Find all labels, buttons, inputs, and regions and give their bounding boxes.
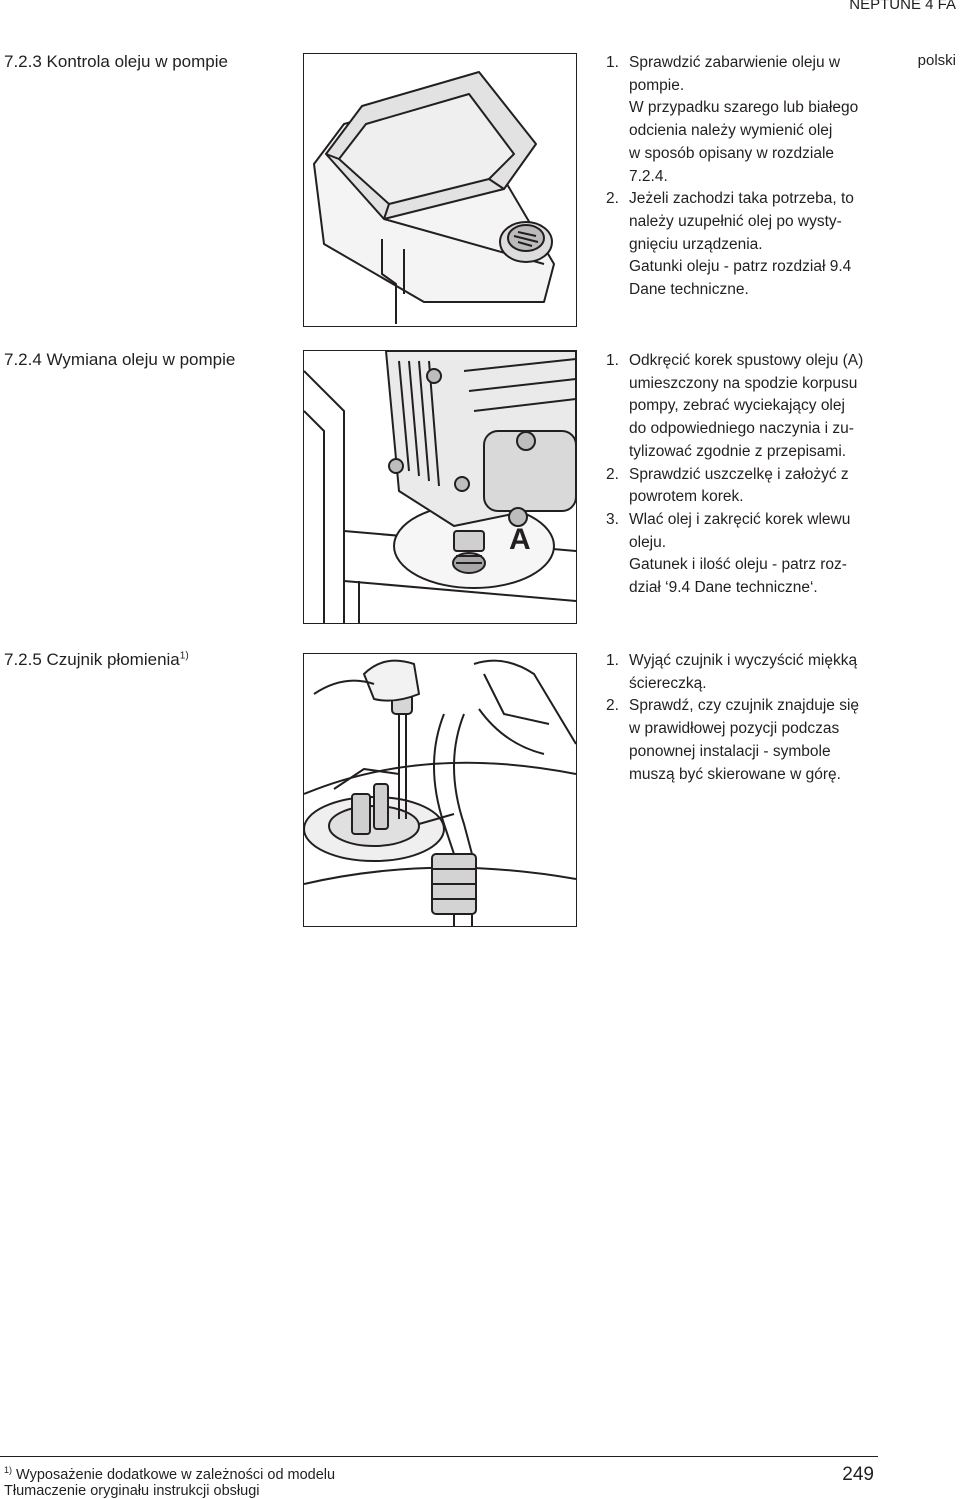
step-number: 2.: [606, 465, 619, 483]
figure-pump-drain: [303, 350, 577, 624]
note-line: Dane techniczne.: [629, 281, 749, 299]
header-language: polski: [917, 52, 956, 69]
footnote-text: Wyposażenie dodatkowe w zależności od modelu: [16, 1466, 336, 1483]
step-line: Sprawdzić zabarwienie oleju w: [629, 54, 841, 71]
note-line: Gatunki oleju - patrz rozdział 9.4: [629, 258, 852, 276]
step-line: pompy, zebrać wyciekający olej: [629, 397, 845, 415]
step-line: Odkręcić korek spustowy oleju (A): [629, 352, 864, 369]
page-number: 249: [842, 1464, 874, 1485]
section-title-oil-change: 7.2.4 Wymiana oleju w pompie: [4, 350, 236, 369]
step-line: odcienia należy wymienić olej: [629, 122, 833, 140]
step-line: Wlać olej i zakręcić korek wlewu: [629, 510, 851, 528]
footer-translation-note: Tłumaczenie oryginału instrukcji obsługi: [4, 1483, 260, 1499]
step-line: Sprawdzić uszczelkę i założyć z: [629, 465, 849, 483]
step-line: muszą być skierowane w górę.: [629, 765, 841, 783]
step: [606, 188, 878, 256]
step: [606, 52, 878, 188]
step-line: do odpowiedniego naczynia i zu-: [629, 420, 854, 438]
step-line: umieszczony na spodzie korpusu: [629, 374, 858, 392]
flame-sensor-illustration: [304, 654, 576, 926]
figure-oil-reservoir: [303, 53, 577, 327]
step-line: Jeżeli zachodzi taka potrzeba, to: [629, 190, 854, 208]
step-number: 1.: [606, 352, 619, 369]
step: [606, 695, 878, 786]
step-line: W przypadku szarego lub białego: [629, 99, 859, 117]
step: [606, 464, 878, 509]
step-line: w prawidłowej pozycji podczas: [629, 720, 840, 738]
oil-reservoir-illustration: [304, 54, 576, 326]
step-line: tylizować zgodnie z przepisami.: [629, 442, 847, 460]
step-line: oleju.: [629, 533, 667, 551]
step-note: [606, 554, 878, 599]
note-line: dział ‘9.4 Dane techniczne‘.: [629, 579, 818, 597]
step-number: 2.: [606, 190, 619, 208]
step-number: 3.: [606, 510, 619, 528]
step-line: Sprawdź, czy czujnik znajduje się: [629, 697, 860, 715]
footnote-marker: 1): [4, 1465, 13, 1475]
step-line: pompie.: [629, 76, 685, 94]
header-product-name: NEPTUNE 4 FA: [849, 0, 956, 13]
section-title-flame-sensor: [4, 650, 189, 670]
step-line: ściereczką.: [629, 674, 707, 692]
section-title-text: 7.2.5 Czujnik płomienia: [4, 650, 180, 669]
footnote-marker: 1): [179, 650, 189, 662]
step-line: Wyjąć czujnik i wyczyścić miękką: [629, 652, 858, 669]
note-line: Gatunek i ilość oleju - patrz roz-: [629, 556, 847, 574]
step-line: 7.2.4.: [629, 167, 668, 185]
step: [606, 650, 878, 695]
steps-oil-change: [606, 350, 878, 600]
footer-divider: [0, 1456, 878, 1457]
steps-oil-check: [606, 52, 878, 302]
step-line: gnięciu urządzenia.: [629, 235, 763, 253]
step-number: 2.: [606, 697, 619, 715]
section-title-oil-check: 7.2.3 Kontrola oleju w pompie: [4, 52, 228, 71]
pump-drain-illustration: [304, 351, 576, 623]
step-number: 1.: [606, 54, 619, 71]
step-line: w sposób opisany w rozdziale: [629, 144, 835, 162]
step: [606, 350, 878, 464]
step-line: powrotem korek.: [629, 488, 744, 506]
step-number: 1.: [606, 652, 619, 669]
steps-flame-sensor: [606, 650, 878, 786]
step-line: należy uzupełnić olej po wysty-: [629, 212, 842, 230]
step-note: [606, 256, 878, 301]
figure-label-a: A: [509, 523, 531, 556]
step: [606, 509, 878, 554]
figure-flame-sensor: [303, 653, 577, 927]
footer-footnote: [4, 1465, 335, 1483]
step-line: ponownej instalacji - symbole: [629, 742, 831, 760]
